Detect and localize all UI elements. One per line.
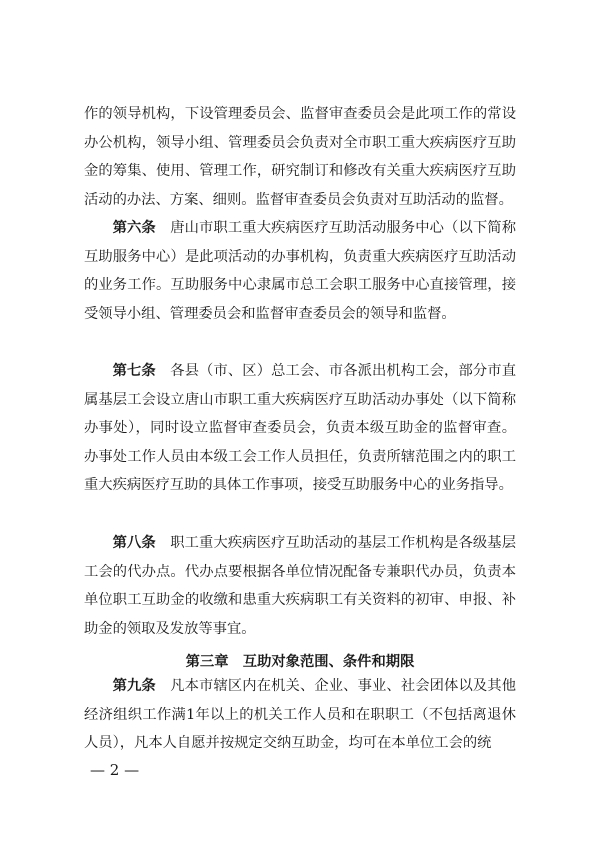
article-6 (84, 214, 516, 328)
page-number: — 2 — (90, 761, 140, 779)
article-6-text: 唐山市职工重大疾病医疗互助活动服务中心（以下简称互助服务中心）是此项活动的办事机构，负责重大疾病医疗互助活动的业务工作。互助服务中心隶属市总工会职工服务中心直接管理，接受领导小组、管理委员会和监督审查委员会的领导和监督。 (84, 220, 516, 322)
article-7 (84, 357, 516, 500)
chapter-3-heading: 第三章 互助对象范围、条件和期限 (185, 654, 415, 670)
article-6-label: 第六条 (112, 220, 156, 236)
article-9-label: 第九条 (112, 678, 156, 694)
article-8-label: 第八条 (112, 535, 156, 551)
article-7-label: 第七条 (112, 363, 156, 379)
paragraph-continuation: 作的领导机构，下设管理委员会、监督审查委员会是此项工作的常设办公机构，领导小组、管理委员会负责对全市职工重大疾病医疗互助金的筹集、使用、管理工作，研究制订和修改有关重大疾病医疗互助活动的办法、方案、细则。监督审查委员会负责对互助活动的监督。 (84, 106, 516, 208)
article-9-text: 凡本市辖区内在机关、企业、事业、社会团体以及其他经济组织工作满1年以上的机关工作人员和在职职工（不包括离退休人员），凡本人自愿并按规定交纳互助金，均可在本单位工会的统 (84, 678, 516, 752)
article-8-text: 职工重大疾病医疗互助活动的基层工作机构是各级基层工会的代办点。代办点要根据各单位情况配备专兼职代办员，负责本单位职工互助金的收缴和患重大疾病职工有关资料的初审、申报、补助金的领取及发放等事宜。 (84, 535, 516, 637)
article-7-text: 各县（市、区）总工会、市各派出机构工会，部分市直属基层工会设立唐山市职工重大疾病医疗互助活动办事处（以下简称办事处），同时设立监督审查委员会，负责本级互助金的监督审查。办事处工作人员由本级工会工作人员担任，负责所辖范围之内的职工重大疾病医疗互助的具体工作事项，接受互助服务中心的业务指导。 (84, 363, 516, 494)
article-8 (84, 529, 516, 643)
article-9 (84, 672, 516, 758)
